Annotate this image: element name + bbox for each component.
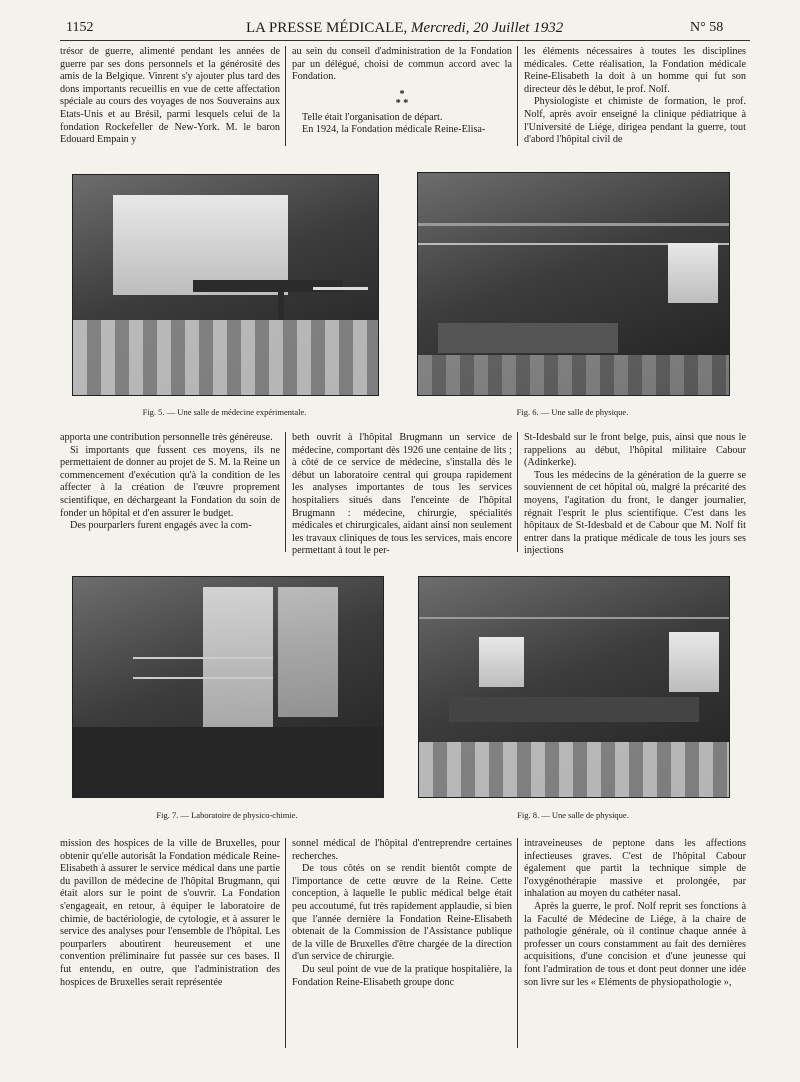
checkered-floor [419, 742, 729, 797]
bottom-column-1 [60, 838, 280, 989]
window [479, 637, 524, 687]
bench [438, 323, 618, 353]
paragraph: Si importants que fussent ces moyens, ils ne permettaient de donner au projet de S. M. la Reine un commencement d'exécution qu'à la condition de les affecter à la création de l'œuvre proprement scientifique, en déchargeant la Fondation du soin de fonder un hôpital et d'en assurer le budget. [60, 444, 280, 519]
figure-6-photo [417, 172, 730, 396]
paragraph: mission des hospices de la ville de Bruxelles, pour obtenir qu'elle autorisât la Fondation médicale Reine-Elisabeth à assurer le service médical dans une partie du pavillon de médecine de l'hôpital Brugmann, qui était alors sur le point de s'ouvrir. La Fondation s'engageait, en retour, à équiper le laboratoire de chimie, de bactériologie, de cytologie, et à assurer le service des analyses pour l'ensemble de l'hôpital. Les pourparlers aboutirent heureusement et une convention préliminaire fut passée sur ces bases. Il fut entendu, en outre, que l'administration des hospices de Bruxelles serait représentée [60, 838, 280, 988]
table [193, 280, 343, 292]
paragraph: Après la guerre, le prof. Nolf reprit ses fonctions à la Faculté de Médecine de Liége, à la chaire de pathologie générale, où il continue chaque année à professer un cours constamment au fait des dernières acquisitions, d'une concision et d'une jeunesse qui font l'admiration de tous et dont peut donner une idée son livre sur les « Eléments de physiopathologie », [524, 900, 746, 988]
ceiling-pipe [419, 617, 729, 619]
glassware-rack [133, 657, 273, 659]
paragraph: apporta une contribution personnelle très généreuse. [60, 432, 273, 443]
issue-number: N° 58 [690, 20, 724, 35]
paragraph: En 1924, la Fondation médicale Reine-Elisa- [302, 124, 486, 136]
bottom-column-3 [524, 838, 746, 989]
paragraph: beth ouvrit à l'hôpital Brugmann un service de médecine, comportant dès 1926 une centaine de lits ; à côté de ce service de médecine, s'installa dès le début un laboratoire central qui groupa rapidement les analyses importantes de tous les services hospitaliers situés dans l'enceinte de l'hôpital Brugmann : médecine, chirurgie, spécialités médicales et chirurgicales, aidant ainsi non seulement les travaux cliniques de tous les services, mais encore permettant à tout le per- [292, 432, 512, 557]
paragraph: au sein du conseil d'administration de la Fondation par un délégué, choisi de commun accord avec la Fondation. [292, 46, 512, 83]
middle-column-2 [292, 432, 512, 558]
paragraph: sonnel médical de l'hôpital d'entreprendre certaines recherches. [292, 838, 512, 862]
journal-title: LA PRESSE MÉDICALE, [246, 20, 408, 36]
column-rule [517, 432, 518, 552]
stand [313, 287, 368, 290]
column-rule [285, 46, 286, 146]
figure-7-photo [72, 576, 384, 798]
top-column-1 [60, 46, 280, 147]
paragraph: trésor de guerre, alimenté pendant les années de guerre par ses dons personnels et la générosité des amis de la Belgique. Vinrent s'y ajouter plus tard des dons importants recueillis en vue de cette affectation spéciale au cours des voyages de nos Souverains aux Etats-Unis et au Brésil, parmi lesquels celui de la fondation Rockefeller de New-York. M. le baron Edouard Empain y [60, 46, 280, 146]
window [669, 632, 719, 692]
paragraph: Des pourparlers furent engagés avec la com- [70, 520, 252, 532]
checkered-floor [418, 355, 729, 395]
paragraph: intraveineuses de peptone dans les affections infectieuses graves. C'est de l'hôpital Cabour également que partit la technique simple de l'oxygénothérapie massive et prolongée, par inhalation au moyen du cathéter nasal. [524, 838, 746, 900]
header-rule [60, 40, 750, 41]
column-rule [517, 838, 518, 1048]
bench [73, 727, 383, 797]
paragraph: Telle était l'organisation de départ. [302, 111, 443, 123]
paragraph: Du seul point de vue de la pratique hospitalière, la Fondation Reine-Elisabeth groupe donc [292, 963, 512, 988]
running-title [246, 20, 563, 37]
paragraph: Tous les médecins de la génération de la guerre se souviennent de cet hôpital où, malgré la précarité des moyens, l'agitation du front, le danger journalier, régnait l'esprit le plus scientifique. C'est dans les hôpitaux de St-Idesbald et de Cabour que M. Nolf fit entrer dans la pratique médicale de tous les jours ses injections [524, 469, 746, 557]
column-rule [285, 432, 286, 552]
window [278, 587, 338, 717]
page-number: 1152 [66, 20, 94, 35]
figure-8-photo [418, 576, 730, 798]
checkered-floor [73, 320, 378, 395]
window [668, 243, 718, 303]
bottom-column-2 [292, 838, 512, 989]
figure-8-caption: Fig. 8. — Une salle de physique. [517, 810, 629, 820]
issue-date: Mercredi, 20 Juillet 1932 [411, 20, 564, 36]
paragraph: les éléments nécessaires à toutes les disciplines médicales. Cette réalisation, la Fondation médicale Reine-Elisabeth la doit à un homme qui fut son directeur dès le début, le prof. Nolf. [524, 46, 746, 95]
paragraph: De tous côtés on se rendit bientôt compte de l'importance de cette œuvre de la Reine. Cette conception, à laquelle le public médical belge était peu accoutumé, fut très rapidement applaudie, si bien que l'année dernière la Fondation Reine-Elisabeth obtenait de la Commission de l'Assistance publique de la ville de Bruxelles d'être chargée de la direction d'un service de chirurgie. [292, 863, 512, 963]
top-column-3 [524, 46, 746, 147]
column-rule [285, 838, 286, 1048]
middle-column-3 [524, 432, 746, 558]
ceiling-pipe [418, 223, 729, 226]
figure-6-caption: Fig. 6. — Une salle de physique. [516, 407, 629, 417]
column-rule [517, 46, 518, 146]
paragraph: Physiologiste et chimiste de formation, le prof. Nolf, après avoir enseigné la clinique pédiatrique à l'Université de Liége, dirigea pendant la guerre, tout d'abord l'hôpital civil de [524, 96, 746, 146]
figure-5-photo [72, 174, 379, 396]
paragraph: St-Idesbald sur le front belge, puis, ainsi que nous le rappelions au début, l'hôpital militaire Cabour (Adinkerke). [524, 432, 746, 469]
middle-column-1 [60, 432, 280, 533]
figure-5-caption: Fig. 5. — Une salle de médecine expérimentale. [142, 407, 307, 417]
glassware-rack [133, 677, 273, 679]
bench [449, 697, 699, 722]
section-asterism: * * * [395, 88, 409, 109]
top-column-2 [292, 46, 512, 137]
figure-7-caption: Fig. 7. — Laboratoire de physico-chimie. [156, 810, 298, 820]
